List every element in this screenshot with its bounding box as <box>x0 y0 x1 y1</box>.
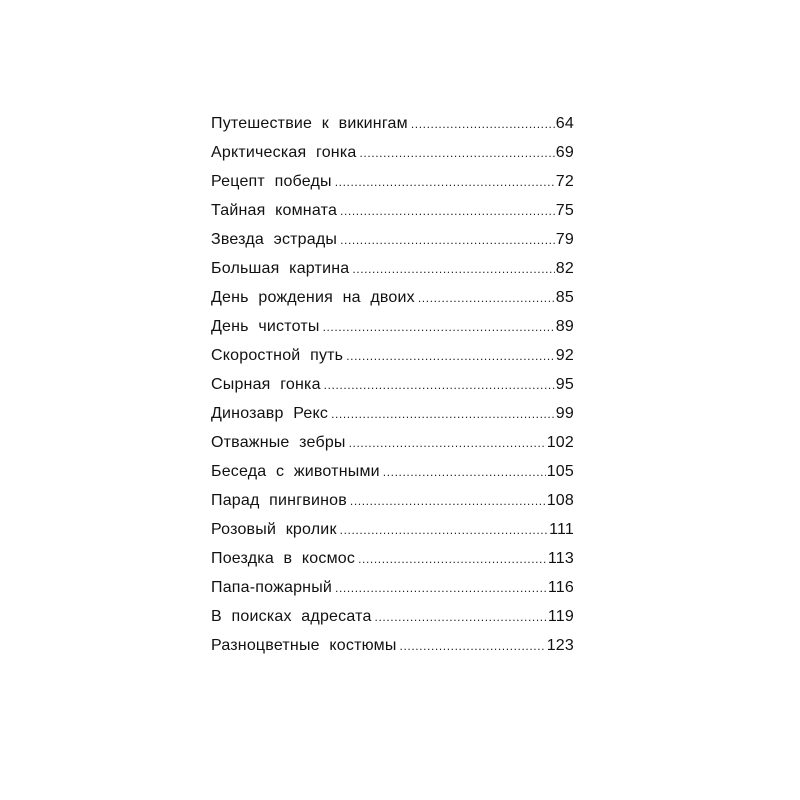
toc-dot-leader <box>340 516 548 545</box>
toc-entry-page: 72 <box>555 173 574 190</box>
toc-entry <box>211 254 574 283</box>
toc-entry <box>211 631 574 660</box>
toc-dot-leader <box>340 226 555 255</box>
toc-entry <box>211 138 574 167</box>
toc-entry-page: 79 <box>555 231 574 248</box>
toc-entry <box>211 573 574 602</box>
toc-entry-title: Путешествие к викингам <box>211 115 408 132</box>
toc-entry-page: 123 <box>546 637 574 654</box>
toc-dot-leader <box>375 603 547 632</box>
toc-entry-title: Поездка в космос <box>211 550 356 567</box>
toc-entry <box>211 370 574 399</box>
toc-dot-leader <box>323 313 555 342</box>
toc-dot-leader <box>340 197 555 226</box>
toc-dot-leader <box>335 574 547 603</box>
toc-entry <box>211 602 574 631</box>
toc-entry-title: Сырная гонка <box>211 376 321 393</box>
toc-entry-page: 108 <box>546 492 574 509</box>
toc-entry-title: Звезда эстрады <box>211 231 338 248</box>
toc-entry <box>211 312 574 341</box>
toc-entry <box>211 428 574 457</box>
toc-dot-leader <box>346 342 555 371</box>
toc-entry <box>211 457 574 486</box>
toc-entry-page: 105 <box>546 463 574 480</box>
toc-entry <box>211 544 574 573</box>
toc-dot-leader <box>350 487 546 516</box>
toc-entry <box>211 167 574 196</box>
toc-dot-leader <box>359 139 554 168</box>
table-of-contents <box>211 109 574 660</box>
toc-entry-page: 95 <box>555 376 574 393</box>
toc-entry-page: 82 <box>555 260 574 277</box>
toc-dot-leader <box>418 284 555 313</box>
toc-dot-leader <box>335 168 555 197</box>
toc-entry <box>211 109 574 138</box>
toc-entry-title: В поисках адресата <box>211 608 372 625</box>
toc-entry-page: 111 <box>549 521 574 538</box>
toc-entry-title: Тайная комната <box>211 202 338 219</box>
toc-entry <box>211 341 574 370</box>
toc-entry-page: 69 <box>555 144 574 161</box>
toc-dot-leader <box>352 255 554 284</box>
toc-dot-leader <box>349 429 546 458</box>
toc-entry-title: Большая картина <box>211 260 350 277</box>
toc-entry-page: 89 <box>555 318 574 335</box>
toc-entry-title: День чистоты <box>211 318 320 335</box>
toc-entry <box>211 283 574 312</box>
toc-dot-leader <box>411 110 555 139</box>
toc-entry-page: 113 <box>547 550 574 567</box>
toc-entry-title: Папа-пожарный <box>211 579 333 596</box>
toc-entry-page: 116 <box>547 579 574 596</box>
toc-entry-page: 92 <box>555 347 574 364</box>
toc-entry-title: Беседа с животными <box>211 463 380 480</box>
toc-entry <box>211 486 574 515</box>
toc-entry-title: Парад пингвинов <box>211 492 347 509</box>
toc-entry <box>211 225 574 254</box>
toc-entry-page: 64 <box>555 115 574 132</box>
toc-entry-page: 75 <box>555 202 574 219</box>
toc-dot-leader <box>331 400 555 429</box>
toc-entry <box>211 196 574 225</box>
toc-entry-title: Отважные зебры <box>211 434 346 451</box>
toc-dot-leader <box>358 545 547 574</box>
toc-entry-title: День рождения на двоих <box>211 289 415 306</box>
toc-entry-title: Скоростной путь <box>211 347 344 364</box>
toc-entry-title: Динозавр Рекс <box>211 405 329 422</box>
toc-entry-title: Разноцветные костюмы <box>211 637 397 654</box>
toc-entry <box>211 515 574 544</box>
toc-dot-leader <box>400 632 546 661</box>
toc-entry-page: 85 <box>555 289 574 306</box>
toc-entry-title: Розовый кролик <box>211 521 337 538</box>
toc-dot-leader <box>324 371 555 400</box>
toc-entry-page: 119 <box>547 608 574 625</box>
toc-dot-leader <box>383 458 546 487</box>
toc-entry <box>211 399 574 428</box>
toc-entry-title: Арктическая гонка <box>211 144 357 161</box>
toc-entry-title: Рецепт победы <box>211 173 332 190</box>
toc-entry-page: 102 <box>546 434 574 451</box>
toc-entry-page: 99 <box>555 405 574 422</box>
